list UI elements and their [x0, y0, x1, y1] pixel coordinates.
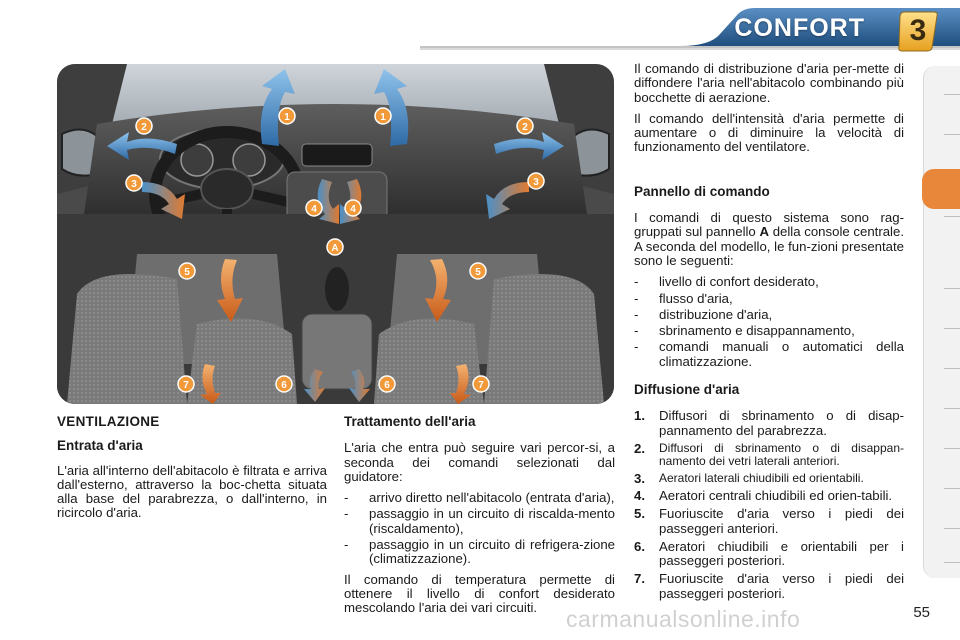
list-item: 2. Diffusori di sbrinamento o di disappan-namento dei vetri laterali anteriori.: [634, 440, 904, 468]
marker-4-left: [306, 200, 322, 216]
marker-2-right: [517, 118, 533, 134]
list-item: - passaggio in un circuito di refrigera-zione (climatizzazione).: [344, 537, 615, 567]
list-item: 4. Aeratori centrali chiudibili ed orien-tabili.: [634, 487, 893, 503]
column-comando: [634, 62, 904, 605]
section-heading-ventilazione: VENTILAZIONE: [57, 414, 160, 429]
svg-text:3: 3: [131, 179, 137, 190]
marker-3-right: [528, 173, 544, 189]
list-pannello-funzioni: [634, 275, 904, 369]
subheading-pannello-comando: Pannello di comando: [634, 183, 770, 199]
marker-3-left: [126, 175, 142, 191]
svg-text:1: 1: [380, 112, 386, 123]
list-item: 6. Aeratori chiudibili e orientabili per i passeggeri posteriori.: [634, 538, 904, 569]
marker-2-left: [136, 118, 152, 134]
svg-text:2: 2: [141, 122, 147, 133]
column-trattamento: [344, 415, 615, 623]
marker-7-left: [178, 376, 194, 392]
svg-text:A: A: [331, 243, 339, 254]
page-number: 55: [913, 604, 930, 621]
list-item: 7. Fuoriuscite d'aria verso i piedi dei passeggeri posteriori.: [634, 571, 904, 601]
chapter-side-tabs: [923, 66, 960, 578]
subheading-entrata-aria: Entrata d'aria: [57, 438, 143, 454]
svg-text:5: 5: [475, 267, 481, 278]
marker-1-left: [279, 108, 295, 124]
svg-text:7: 7: [478, 380, 484, 391]
list-item: - passaggio in un circuito di riscalda-mento (riscaldamento),: [344, 506, 615, 536]
subheading-diffusione-aria: Diffusione d'aria: [634, 382, 740, 398]
svg-text:6: 6: [281, 380, 287, 391]
svg-text:4: 4: [311, 204, 317, 215]
watermark: carmanualsonline.info: [566, 606, 801, 632]
list-item: - livello di confort desiderato,: [634, 274, 819, 290]
list-item: - sbrinamento e disappannamento,: [634, 323, 855, 339]
svg-text:6: 6: [384, 380, 390, 391]
list-item: - arrivo diretto nell'abitacolo (entrata d'aria),: [344, 490, 615, 506]
list-item: 5. Fuoriuscite d'aria verso i piedi dei passeggeri anteriori.: [634, 506, 904, 536]
list-trattamento: [344, 491, 615, 566]
list-item: - distribuzione d'aria,: [634, 306, 773, 322]
marker-6-left: [276, 376, 292, 392]
side-tab-confort-active[interactable]: [922, 169, 960, 209]
paragraph-pannello-intro: I comandi di questo sistema sono rag-gruppati sul pannello A della console centrale. A seconda del modello, le fun-zioni presentate sono le seguenti:: [634, 210, 904, 268]
header-band: [420, 6, 960, 50]
marker-5-left: [179, 263, 195, 279]
marker-4-right: [345, 200, 361, 216]
subheading-trattamento-aria: Trattamento dell'aria: [344, 414, 476, 429]
list-item: 3. Aeratori laterali chiudibili ed orientabili.: [634, 470, 864, 486]
svg-text:3: 3: [533, 177, 539, 188]
svg-text:1: 1: [284, 112, 290, 123]
list-item: 1. Diffusori di sbrinamento o di disap-pannamento del parabrezza.: [634, 408, 904, 438]
marker-7-right: [473, 376, 489, 392]
marker-1-right: [375, 108, 391, 124]
svg-text:4: 4: [350, 204, 356, 215]
paragraph-distribuzione: Il comando di distribuzione d'aria per-mette di diffondere l'aria nell'abitacolo combinando più bocchette di aerazione.: [634, 61, 904, 105]
column-ventilation: [57, 415, 327, 528]
list-diffusione: [634, 409, 904, 601]
marker-6-right: [379, 376, 395, 392]
marker-a-control-panel: [327, 239, 343, 255]
chapter-badge: [898, 10, 938, 52]
svg-text:7: 7: [183, 380, 189, 391]
svg-text:5: 5: [184, 267, 190, 278]
cabin-ventilation-illustration: [57, 64, 614, 404]
marker-5-right: [470, 263, 486, 279]
svg-text:2: 2: [522, 122, 528, 133]
chapter-number: 3: [909, 14, 927, 47]
page-title: CONFORT: [734, 14, 865, 42]
paragraph-trattamento-outro: Il comando di temperatura permette di ottenere il livello di confort desiderato mescolando l'aria dei vari circuiti.: [344, 571, 615, 616]
paragraph-trattamento-intro: L'aria che entra può seguire vari percor-si, a seconda dei comandi selezionati dal guidatore:: [344, 440, 615, 484]
list-item: - comandi manuali o automatici della climatizzazione.: [634, 339, 904, 369]
list-item: - flusso d'aria,: [634, 290, 733, 306]
paragraph-intensita: Il comando dell'intensità d'aria permette di aumentare o di diminuire la velocità di funzionamento del ventilatore.: [634, 110, 904, 155]
paragraph-entrata-aria: L'aria all'interno dell'abitacolo è filtrata e arriva dall'esterno, attraverso la boc-chetta situata alla base del parabrezza, o dall'interno, in ricircolo d'aria.: [57, 462, 327, 521]
